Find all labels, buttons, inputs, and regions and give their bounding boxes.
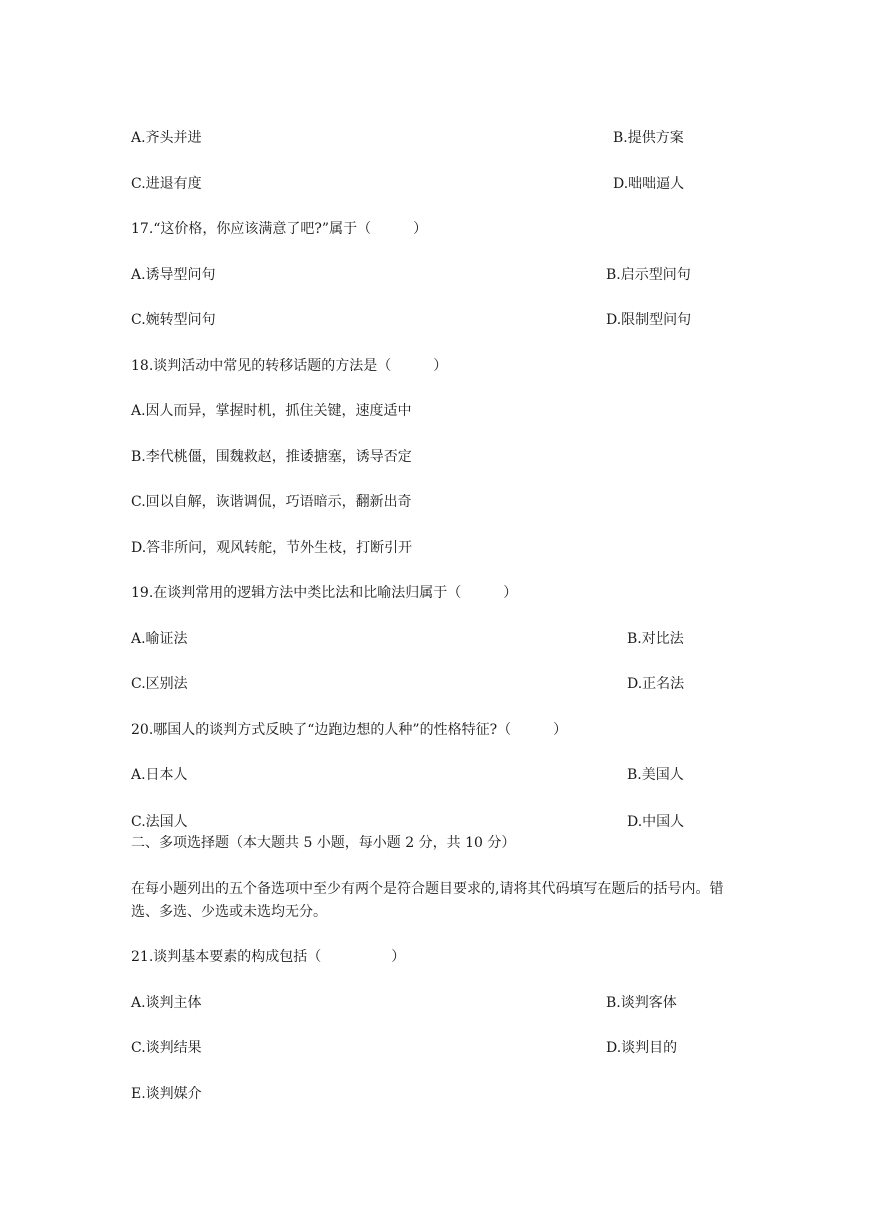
q18-option-c: C.回以自解，诙谐调侃，巧语暗示，翻新出奇 [131, 494, 412, 510]
q16-option-b: B.提供方案 [613, 130, 684, 146]
q20-option-c: C.法国人 [131, 814, 188, 830]
section-heading: 二、多项选择题（本大题共 5 小题，每小题 2 分，共 10 分） [131, 835, 516, 851]
q16-option-a: A.齐头并进 [131, 130, 202, 146]
q18-option-a: A.因人而异，掌握时机，抓住关键，速度适中 [131, 403, 412, 419]
q17-option-a: A.诱导型问句 [131, 267, 216, 283]
q20-option-a: A.日本人 [131, 767, 188, 783]
q20-option-d: D.中国人 [627, 814, 685, 830]
q17-option-d: D.限制型问句 [606, 312, 692, 328]
q21-option-b: B.谈判客体 [606, 995, 677, 1011]
q18-option-b: B.李代桃僵，围魏救赵，推诿搪塞，诱导否定 [131, 449, 412, 465]
section-instruction: 在每小题列出的五个备选项中至少有两个是符合题目要求的,请将其代码填写在题后的括号内。错选、多选、少选或未选均无分。 [131, 881, 724, 920]
q20-stem: 20.哪国人的谈判方式反映了“边跑边想的人种”的性格特征?（ ） [131, 722, 568, 738]
q17-stem: 17.“这价格，你应该满意了吧?”属于（ ） [131, 221, 428, 237]
q19-stem: 19.在谈判常用的逻辑方法中类比法和比喻法归属于（ ） [131, 585, 518, 601]
q19-option-a: A.喻证法 [131, 631, 188, 647]
q16-option-d: D.咄咄逼人 [613, 176, 685, 192]
q18-option-d: D.答非所问，观风转舵，节外生枝，打断引开 [131, 540, 413, 556]
q21-option-e: E.谈判媒介 [131, 1086, 202, 1102]
q20-option-b: B.美国人 [627, 767, 684, 783]
q17-option-c: C.婉转型问句 [131, 312, 216, 328]
q19-option-b: B.对比法 [627, 631, 684, 647]
q21-option-c: C.谈判结果 [131, 1040, 202, 1056]
q17-option-b: B.启示型问句 [606, 267, 691, 283]
q21-stem: 21.谈判基本要素的构成包括（ ） [131, 949, 406, 965]
q19-option-d: D.正名法 [627, 676, 685, 692]
q21-option-a: A.谈判主体 [131, 995, 202, 1011]
q18-stem: 18.谈判活动中常见的转移话题的方法是（ ） [131, 358, 448, 374]
q19-option-c: C.区别法 [131, 676, 188, 692]
q21-option-d: D.谈判目的 [606, 1040, 678, 1056]
q16-option-c: C.进退有度 [131, 176, 202, 192]
